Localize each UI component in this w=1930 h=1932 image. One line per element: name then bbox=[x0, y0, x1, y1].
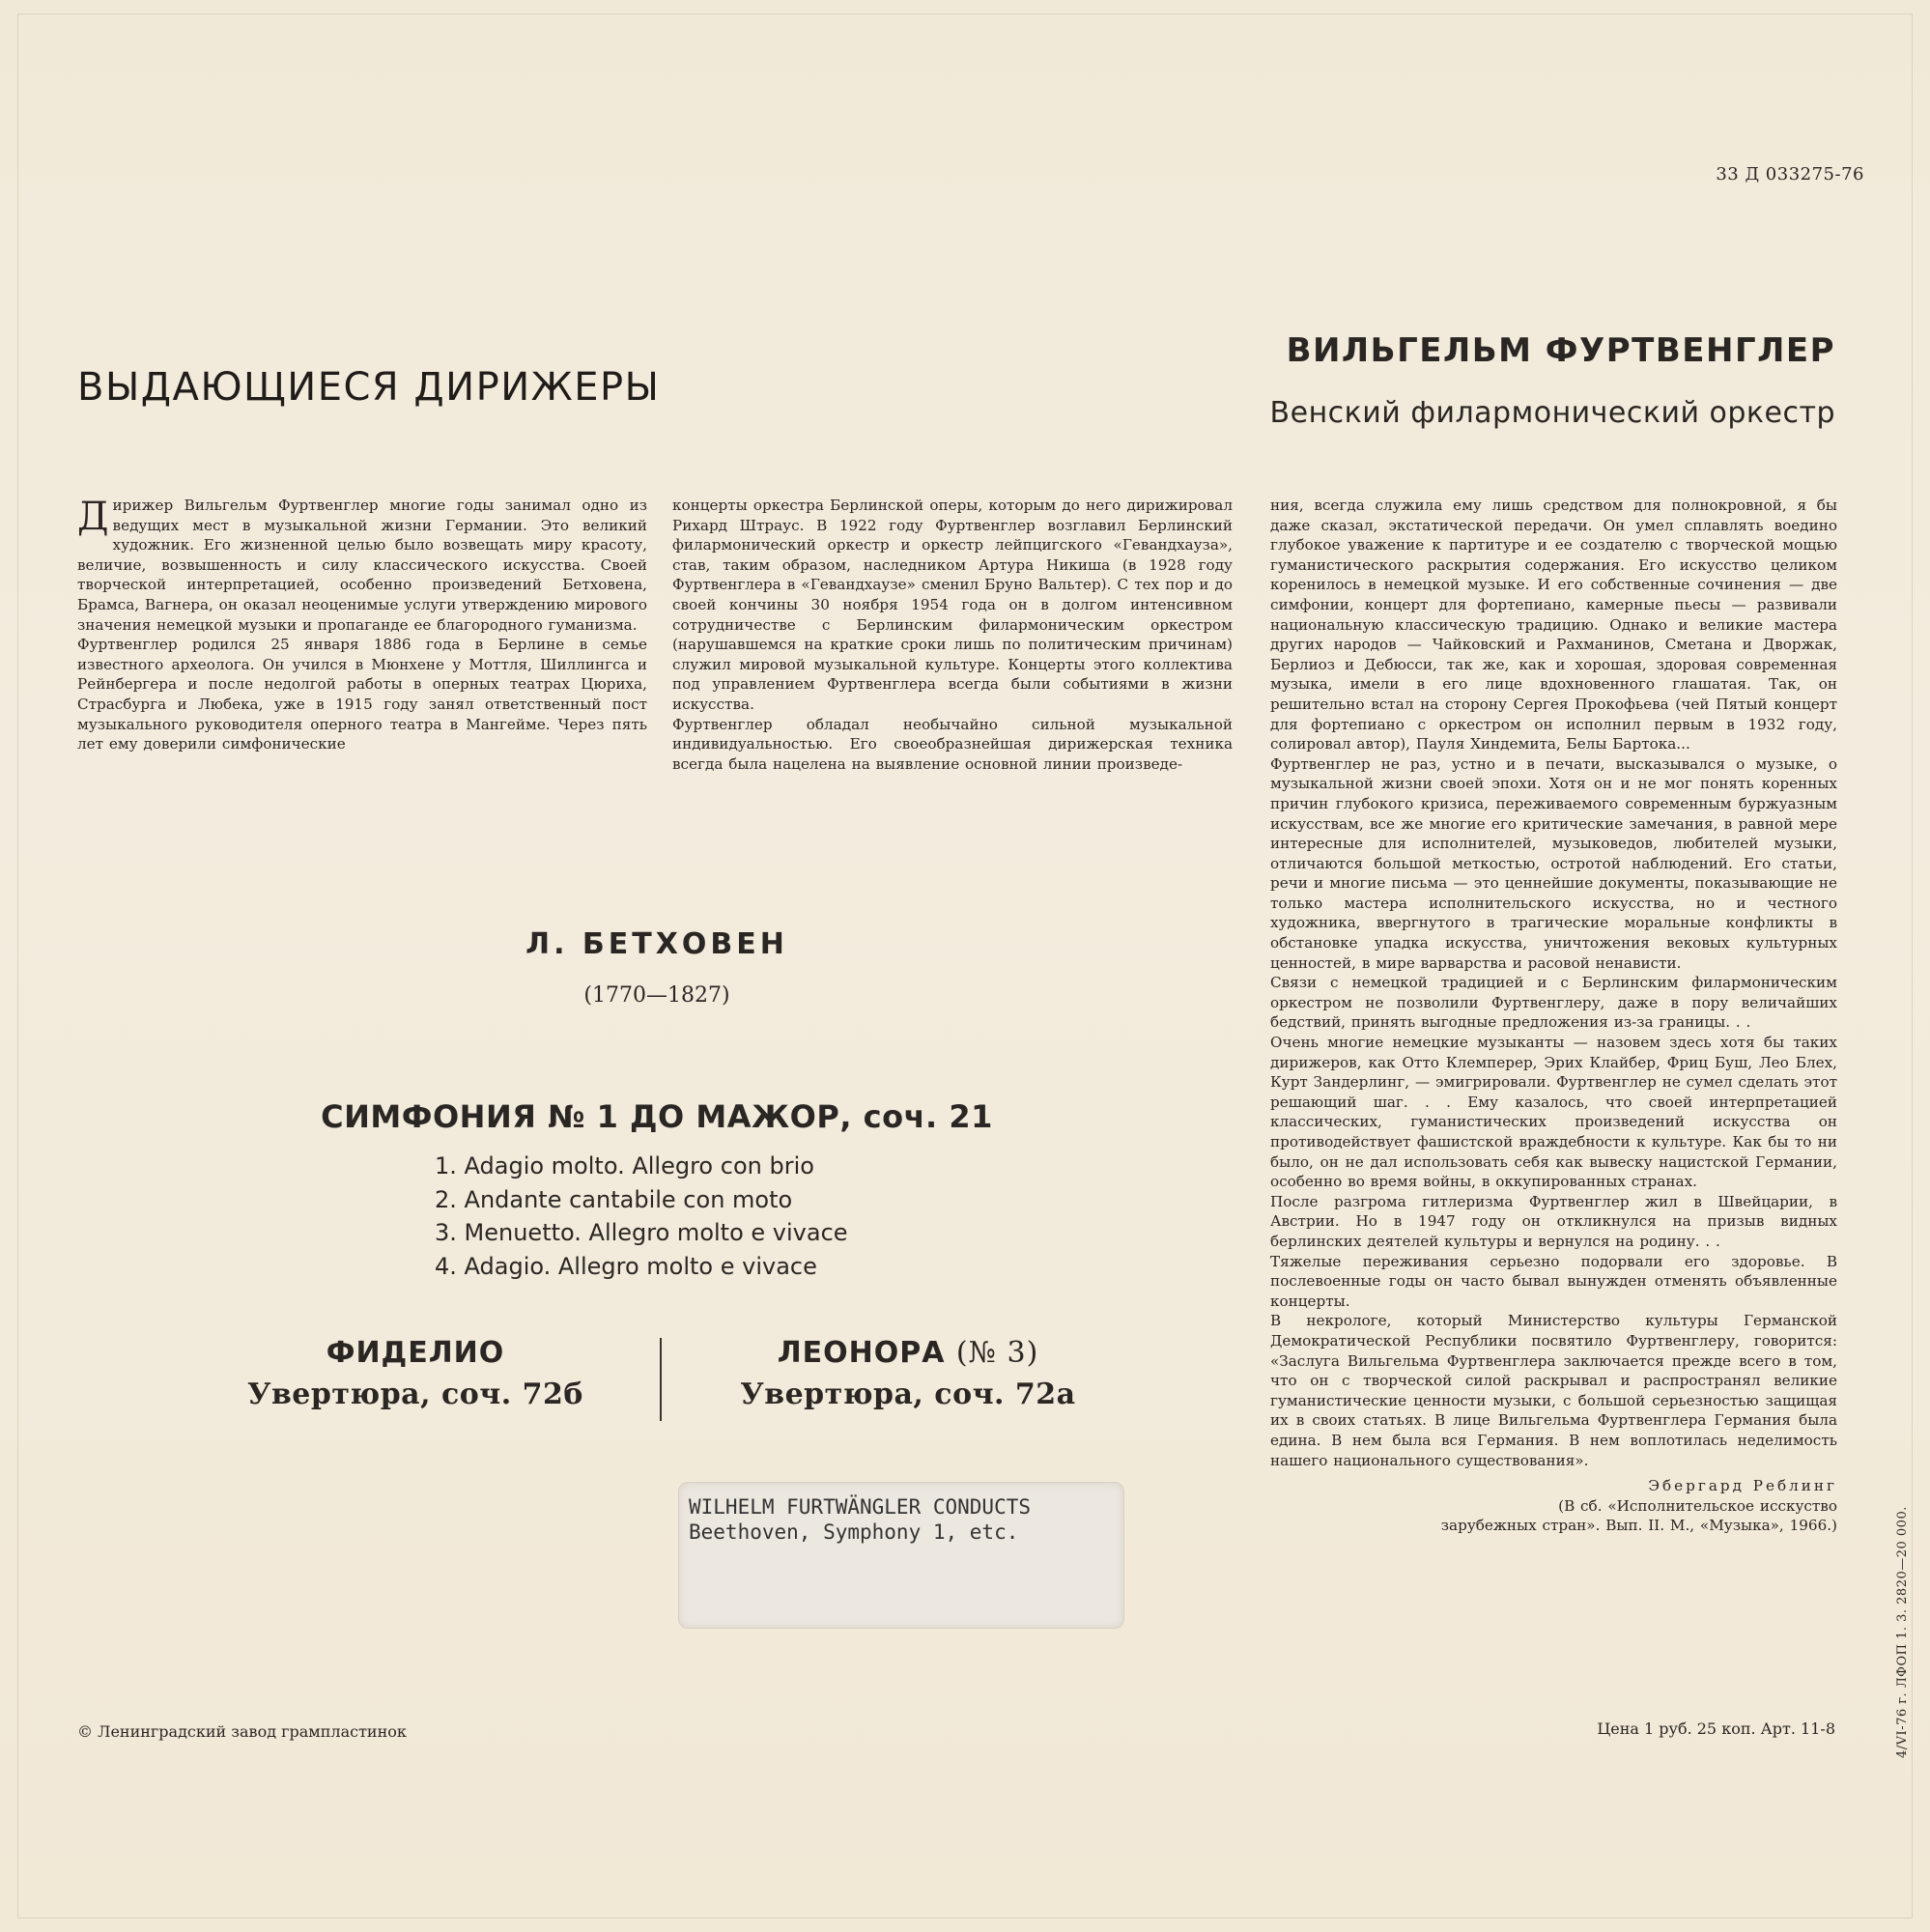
drop-cap: Д bbox=[77, 495, 109, 539]
paragraph-text: ирижер Вильгельм Фуртвенглер многие годы занимал одно из ведущих мест в музыкальной жизни Германии. Это великий художник. Его жизненной целью было возвещать миру красоту, величие, возвышенность и силу классического искусства. Своей творческой интерпретацией, особенно произведений Бетховена, Брамса, Вагнера, он оказал неоценимые услуги утверждению мирового значения немецкой музыки и пропаганде ее благородного гуманизма. bbox=[77, 497, 647, 634]
article-paragraph: После разгрома гитлеризма Фуртвенглер жил в Швейцарии, в Австрии. Но в 1947 году он откликнулся на призыв видных берлинских деятелей культуры и вернулся на родину. . . bbox=[1270, 1192, 1837, 1250]
work-title bbox=[695, 1336, 1121, 1370]
catalog-number: 33 Д 033275-76 bbox=[1716, 164, 1864, 185]
movement-item: 1. Adagio molto. Allegro con brio bbox=[435, 1152, 814, 1179]
publisher-credit: © Ленинградский завод грампластинок bbox=[77, 1722, 407, 1741]
article-source-line: (В сб. «Исполнительское исскуство bbox=[1558, 1496, 1837, 1515]
work-number: (№ 3) bbox=[955, 1336, 1039, 1370]
article-column-2 bbox=[672, 496, 1233, 774]
article-paragraph: Связи с немецкой традицией и с Берлинским филармоническим оркестром не позволили Фуртвенглеру, даже в пору величайших бедствий, принять выгодные предложения из-за границы. . . bbox=[1270, 974, 1837, 1032]
work-leonore bbox=[695, 1336, 1121, 1411]
movement-item: 2. Andante cantabile con moto bbox=[435, 1185, 793, 1213]
article-paragraph: В некрологе, который Министерство культуры Германской Демократической Республики посвятило Фуртвенглеру, говорится: «Заслуга Вильгельма Фуртвенглера заключается прежде всего в том, что он с творческой силой раскрывал и распространял великие гуманистические ценности музыки, с большой серьезностью защищая их в своих статьях. В лице Вильгельма Фуртвенглера Германия была едина. В нем была вся Германия. В нем воплотилась неделимость нашего национального существования». bbox=[1270, 1312, 1837, 1469]
article-paragraph: Фуртвенглер не раз, устно и в печати, высказывался о музыке, о музыкальной жизни своей эпохи. Хотя он и не мог понять коренных причин глубокого кризиса, переживаемого современным буржуазным искусствам, все же многие его критические замечания, в равной мере интересные для исполнителей, музыковедов, любителей музыки, отличаются большой меткостью, остротой наблюдений. Его статьи, речи и многие письма — это ценнейшие документы, показывающие не только мастера исполнительского искусства, но и честного художника, ввергнутого в трагические моральные конфликты в обстановке упадка искусства, уничтожения вековых культурных ценностей, в мире варварства и расовой ненависти. bbox=[1270, 754, 1837, 972]
works-divider bbox=[660, 1338, 662, 1421]
symphony-title: СИМФОНИЯ № 1 ДО МАЖОР, соч. 21 bbox=[321, 1098, 993, 1135]
article-paragraph: Фуртвенглер обладал необычайно сильной музыкальной индивидуальностью. Его своеобразнейшая дирижерская техника всегда была нацелена на выявление основной линии произведе- bbox=[672, 715, 1233, 773]
side-print-info: 4/VI-76 г. ЛФОП 1. 3. 2820—20 000. bbox=[1895, 1506, 1910, 1758]
sticker-line: Beethoven, Symphony 1, etc. bbox=[689, 1520, 1019, 1544]
movement-item: 3. Menuetto. Allegro molto e vivace bbox=[435, 1219, 848, 1246]
article-paragraph: ния, всегда служила ему лишь средством для полнокровной, я бы даже сказал, экстатической передачи. Он умел сплавлять воедино глубокое уважение к партитуре и ее создателю с творческой мощью гуманистического раскрытия содержания. Его искусство целиком коренилось в немецкой музыке. И его собственные сочинения — две симфонии, концерт для фортепиано, камерные пьесы — развивали национальную классическую традицию. Однако и великие мастера других народов — Чайковский и Рахманинов, Сметана и Дворжак, Берлиоз и Дебюсси, так же, как и хорошая, здоровая современная музыка, имели в его лице вдохновенного глашатая. Так, он решительно встал на сторону Сергея Прокофьева (чей Пятый концерт для фортепиано с оркестром он исполнил первым в 1932 году, солировал автор), Пауля Хиндемита, Белы Бартока... bbox=[1270, 497, 1837, 753]
work-subtitle: Увертюра, соч. 72а bbox=[740, 1378, 1076, 1411]
composer-name: Л. БЕТХОВЕН bbox=[525, 927, 788, 961]
article-source-line: зарубежных стран». Вып. II. М., «Музыка», 1966.) bbox=[1440, 1517, 1837, 1535]
movement-list bbox=[435, 1150, 879, 1283]
work-name: ЛЕОНОРА bbox=[777, 1336, 946, 1370]
article-paragraph: Фуртвенглер родился 25 января 1886 года в Берлине в семье известного археолога. Он учился в Мюнхене у Моттля, Шиллингса и Рейнбергера и после недолгой работы в оперных театрах Цюриха, Страсбурга и Любека, уже в 1915 году занял ответственный пост музыкального руководителя оперного театра в Мангейме. Через пять лет ему доверили симфонические bbox=[77, 636, 647, 753]
composer-dates: (1770—1827) bbox=[583, 983, 730, 1008]
orchestra-name: Венский филармонический оркестр bbox=[1269, 396, 1835, 430]
article-paragraph: концерты оркестра Берлинской оперы, которым до него дирижировал Рихард Штраус. В 1922 году Фуртвенглер возглавил Берлинский филармонический оркестр и оркестр лейпцигского «Гевандхауза», став, таким образом, наследником Артура Никиша (в 1928 году Фуртвенглера в «Гевандхаузе» сменил Бруно Вальтер). С тех пор и до своей кончины 30 ноября 1954 года он в долгом интенсивном сотрудничестве с Берлинским филармоническим оркестром (нарушавшемся на краткие сроки лишь по политическим причинам) служил мировой музыкальной культуре. Концерты этого коллектива под управлением Фуртвенглера всегда были событиями в жизни искусства. bbox=[672, 497, 1233, 713]
article-author: Эбергард Реблинг bbox=[1648, 1477, 1837, 1495]
work-fidelio bbox=[193, 1336, 638, 1411]
movement-item: 4. Adagio. Allegro molto e vivace bbox=[435, 1252, 817, 1280]
work-title bbox=[193, 1336, 638, 1370]
work-subtitle: Увертюра, соч. 72б bbox=[247, 1378, 583, 1411]
article-column-1 bbox=[77, 496, 647, 754]
series-title: ВЫДАЮЩИЕСЯ ДИРИЖЕРЫ bbox=[77, 365, 661, 410]
conductor-name: ВИЛЬГЕЛЬМ ФУРТВЕНГЛЕР bbox=[1286, 331, 1835, 370]
work-name: ФИДЕЛИО bbox=[326, 1336, 505, 1370]
article-column-3 bbox=[1270, 496, 1837, 1536]
price-line: Цена 1 руб. 25 коп. Арт. 11-8 bbox=[1597, 1719, 1835, 1738]
typed-sticker-label bbox=[678, 1482, 1124, 1629]
article-paragraph bbox=[77, 496, 647, 635]
article-paragraph: Тяжелые переживания серьезно подорвали его здоровье. В послевоенные годы он часто бывал вынужден отменять объявленные концерты. bbox=[1270, 1252, 1837, 1310]
sticker-line: WILHELM FURTWÄNGLER CONDUCTS bbox=[689, 1495, 1032, 1519]
article-paragraph: Очень многие немецкие музыканты — назовем здесь хотя бы таких дирижеров, как Отто Клемперер, Эрих Клайбер, Фриц Буш, Лео Блех, Курт Зандерлинг, — эмигрировали. Фуртвенглер не сумел сделать этот решающий шаг. . . Ему казалось, что своей интерпретацией классических, гуманистических произведений искусства он противодействует фашистской враждебности к культуре. Как бы то ни было, он не дал использовать себя как вывеску нацистской Германии, особенно во время войны, в оккупированных странах. bbox=[1270, 1034, 1837, 1191]
